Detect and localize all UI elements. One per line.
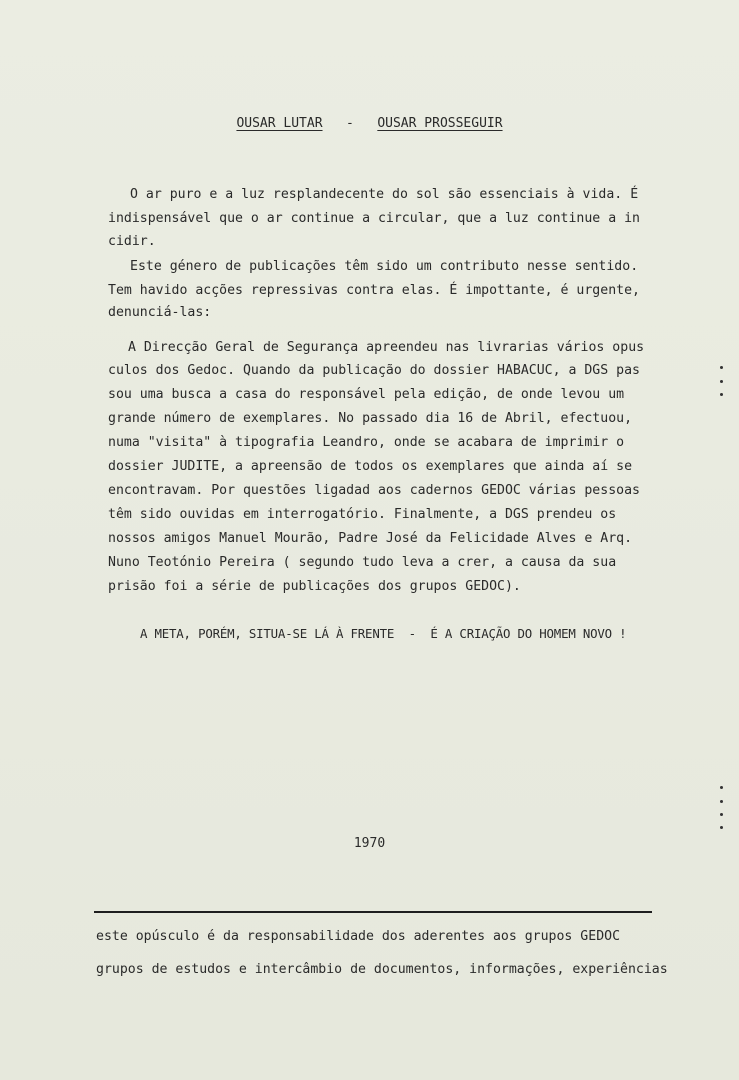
document-year: 1970 [353, 836, 386, 851]
closing-statement: A META, PORÉM, SITUA-SE LÁ À FRENTE - É A CRIAÇÃO DO HOMEM NOVO ! [140, 626, 627, 641]
title-dash: - [346, 116, 354, 131]
paragraph-3-line-8: têm sido ouvidas em interrogatório. Finalmente, a DGS prendeu os [108, 507, 617, 522]
paragraph-1-line-3: cidir. [108, 234, 156, 249]
paragraph-3-line-9: nossos amigos Manuel Mourão, Padre José da Felicidade Alves e Arq. [108, 531, 633, 546]
paragraph-3-line-4: grande número de exemplares. No passado dia 16 de Abril, efectuou, [108, 411, 633, 426]
paragraph-3-line-7: encontravam. Por questões ligadad aos cadernos GEDOC várias pessoas [108, 483, 640, 498]
margin-speck [720, 380, 723, 383]
title-left: OUSAR LUTAR [236, 116, 323, 131]
paragraph-1-line-1: O ar puro e a luz resplandecente do sol são essenciais à vida. É [130, 187, 639, 202]
paragraph-3-line-1: A Direcção Geral de Segurança apreendeu nas livrarias vários opus [128, 340, 645, 355]
page-title [0, 116, 739, 131]
paragraph-3-line-11: prisão foi a série de publicações dos grupos GEDOC). [108, 579, 521, 594]
margin-speck [720, 800, 723, 803]
paragraph-2-line-2: Tem havido acções repressivas contra elas. É impottante, é urgente, [108, 283, 640, 298]
paragraph-3-line-2: culos dos Gedoc. Quando da publicação do dossier HABACUC, a DGS pas [108, 363, 640, 378]
title-right: OUSAR PROSSEGUIR [377, 116, 503, 131]
paragraph-2-line-3: denunciá-las: [108, 305, 212, 320]
footer-line-1: este opúsculo é da responsabilidade dos aderentes aos grupos GEDOC [96, 929, 621, 944]
margin-speck [720, 813, 723, 816]
margin-speck [720, 366, 723, 369]
margin-speck [720, 393, 723, 396]
footer-divider [94, 911, 652, 913]
paragraph-3-line-10: Nuno Teotónio Pereira ( segundo tudo leva a crer, a causa da sua [108, 555, 617, 570]
margin-speck [720, 786, 723, 789]
paragraph-3-line-3: sou uma busca a casa do responsável pela edição, de onde levou um [108, 387, 625, 402]
footer-line-2: grupos de estudos e intercâmbio de documentos, informações, experiências [96, 962, 668, 977]
paragraph-3-line-6: dossier JUDITE, a apreensão de todos os exemplares que ainda aí se [108, 459, 633, 474]
paragraph-2-line-1: Este género de publicações têm sido um contributo nesse sentido. [130, 259, 639, 274]
paragraph-1-line-2: indispensável que o ar continue a circular, que a luz continue a in [108, 211, 640, 226]
paragraph-3-line-5: numa "visita" à tipografia Leandro, onde se acabara de imprimir o [108, 435, 625, 450]
margin-speck [720, 826, 723, 829]
